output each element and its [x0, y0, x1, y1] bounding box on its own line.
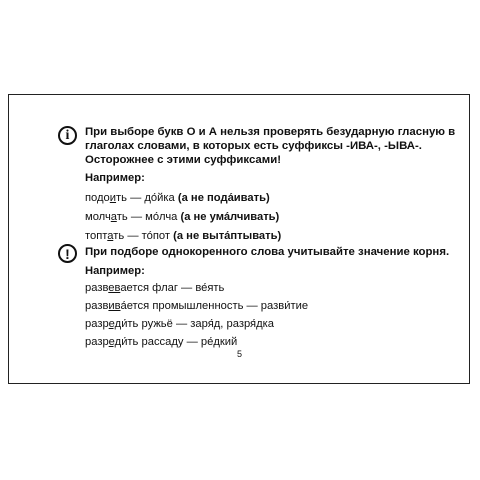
example-1-1: подоить — до́йка (а не пода́ивать): [85, 192, 270, 204]
rule-1-text: При выборе букв О и А нельзя проверять безударную гласную в глаголах словами, в которых есть суффиксы -ИВА-, -ЫВА-. Осторожнее с этими суффиксами!: [85, 126, 456, 166]
example-label-1: Например:: [85, 172, 145, 184]
info-icon: i: [58, 126, 77, 145]
example-2-4: разреди́ть рассаду — ре́дкий: [85, 336, 238, 348]
exclamation-icon: !: [58, 244, 77, 263]
example-2-1: развевается флаг — ве́ять: [85, 282, 225, 294]
example-label-2: Например:: [85, 265, 145, 277]
example-1-3: топтать — то́пот (а не выта́птывать): [85, 230, 282, 242]
example-2-3: разреди́ть ружьё — заря́д, разря́дка: [85, 318, 274, 330]
page-number: 5: [237, 349, 243, 359]
book-page: [8, 94, 470, 384]
example-1-2: молчать — мо́лча (а не ума́лчивать): [85, 211, 280, 223]
rule-2-text: При подборе однокоренного слова учитывайте значение корня.: [85, 246, 450, 258]
example-2-2: развива́ется промышленность — разви́тие: [85, 300, 309, 312]
